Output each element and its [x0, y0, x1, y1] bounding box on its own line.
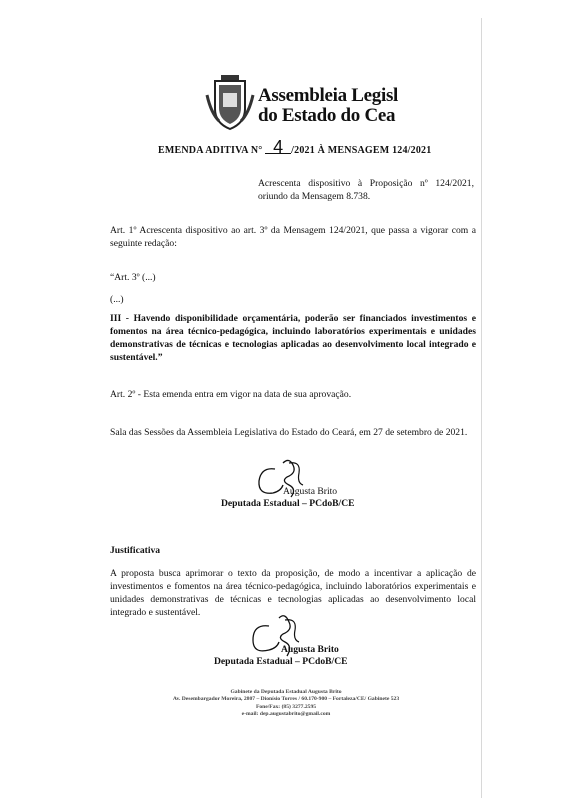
signature-2-name: Augusta Brito	[281, 644, 339, 655]
quoted-article-3: “Art. 3º (...)	[110, 272, 156, 283]
signature-1-role: Deputada Estadual – PCdoB/CE	[221, 498, 355, 509]
title-suffix: /2021 À MENSAGEM 124/2021	[291, 145, 432, 156]
footer-line-address: Av. Desembargador Moreira, 2807 – Dionísio Torres / 60.170-900 – Fortaleza/CE/ Gabinete 523	[172, 696, 400, 703]
organization-name-line2: do Estado do Cea	[258, 105, 396, 126]
amendment-number: 4	[265, 141, 291, 154]
session-room-date: Sala das Sessões da Assembleia Legislativa do Estado do Ceará, em 27 de setembro de 2021.	[110, 427, 468, 438]
footer-line-email: e-mail: dep.augustabrito@gmail.com	[241, 711, 331, 718]
footer-line-phone: Fone/Fax: (85) 3277.2595	[255, 703, 317, 710]
scan-margin-line	[481, 18, 482, 798]
article-2: Art. 2º - Esta emenda entra em vigor na data de sua aprovação.	[110, 389, 352, 400]
title-prefix: EMENDA ADITIVA N°	[158, 145, 263, 156]
signature-1-name: Augusta Brito	[283, 486, 338, 497]
ellipsis-line: (...)	[110, 294, 124, 305]
office-footer	[150, 689, 422, 719]
article-1: Art. 1º Acrescenta dispositivo ao art. 3º da Mensagem 124/2021, que passa a vigorar com a seguinte redação:	[110, 225, 476, 249]
signature-2-role: Deputada Estadual – PCdoB/CE	[214, 656, 348, 667]
justificativa-heading: Justificativa	[110, 545, 161, 556]
organization-name	[258, 86, 398, 126]
footer-line-office: Gabinete da Deputada Estadual Augusta Brito	[230, 689, 342, 695]
assembly-seal-icon	[205, 73, 255, 131]
ementa-text: Acrescenta dispositivo à Proposição nº 124/2021, oriundo da Mensagem 8.738.	[258, 178, 474, 202]
inciso-iii: III - Havendo disponibilidade orçamentária, poderão ser financiados investimentos e fomentos na área técnico-pedagógica, incluindo laboratórios experimentais e unidades demonstrativas de técnicas e tecnologias aplicadas ao desenvolvimento local integrado e sustentável.”	[110, 313, 476, 363]
justificativa-text: A proposta busca aprimorar o texto da proposição, de modo a incentivar a aplicação de investimentos e fomentos na área técnico-pedagógica, incluindo laboratórios experimentais e unidades demonstrativas de técnicas e tecnologias aplicadas ao desenvolvimento local integrado e sustentável.	[110, 568, 476, 618]
organization-name-line1: Assembleia Legisl	[258, 85, 399, 106]
document-title	[158, 137, 448, 157]
